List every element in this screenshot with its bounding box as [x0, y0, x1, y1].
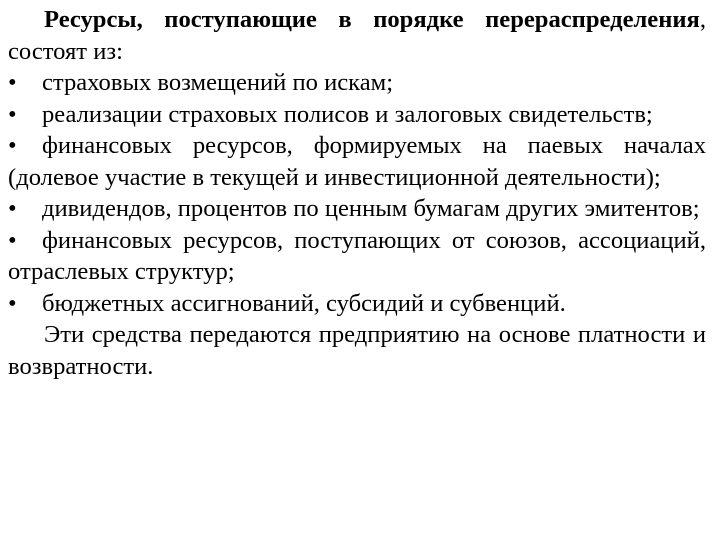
list-item-text: страховых возмещений по искам; — [42, 69, 394, 96]
list-item — [8, 67, 706, 99]
list-item — [8, 225, 706, 288]
list-item-text: бюджетных ассигнований, субсидий и субвенций. — [42, 289, 566, 317]
list-item — [8, 130, 706, 193]
intro-rest: , состоят из: — [8, 6, 706, 65]
bullet-icon: • — [8, 195, 17, 222]
document-page — [8, 4, 706, 382]
list-item — [8, 288, 706, 320]
closing-paragraph: Эти средства передаются предприятию на основе платности и возвратности. — [8, 321, 706, 380]
bullet-icon: • — [8, 100, 17, 128]
bullet-icon: • — [8, 289, 17, 317]
list-item-text: реализации страховых полисов и залоговых свидетельств; — [42, 100, 653, 128]
list-item-text: дивидендов, процентов по ценным бумагам других эмитентов; — [42, 195, 700, 222]
bullet-icon: • — [8, 132, 17, 159]
list-item-text: финансовых ресурсов, формируемых на паевых началах (долевое участие в текущей и инвестиционной деятельности); — [8, 132, 706, 191]
intro-paragraph — [8, 4, 706, 67]
intro-bold-lead: Ресурсы, поступающие в порядке перераспределения — [44, 6, 700, 33]
bullet-icon: • — [8, 226, 17, 254]
list-item — [8, 193, 706, 225]
list-item-text: финансовых ресурсов, поступающих от союзов, ассоциаций, отраслевых структур; — [8, 226, 706, 285]
list-item — [8, 99, 706, 131]
bullet-icon: • — [8, 69, 17, 96]
